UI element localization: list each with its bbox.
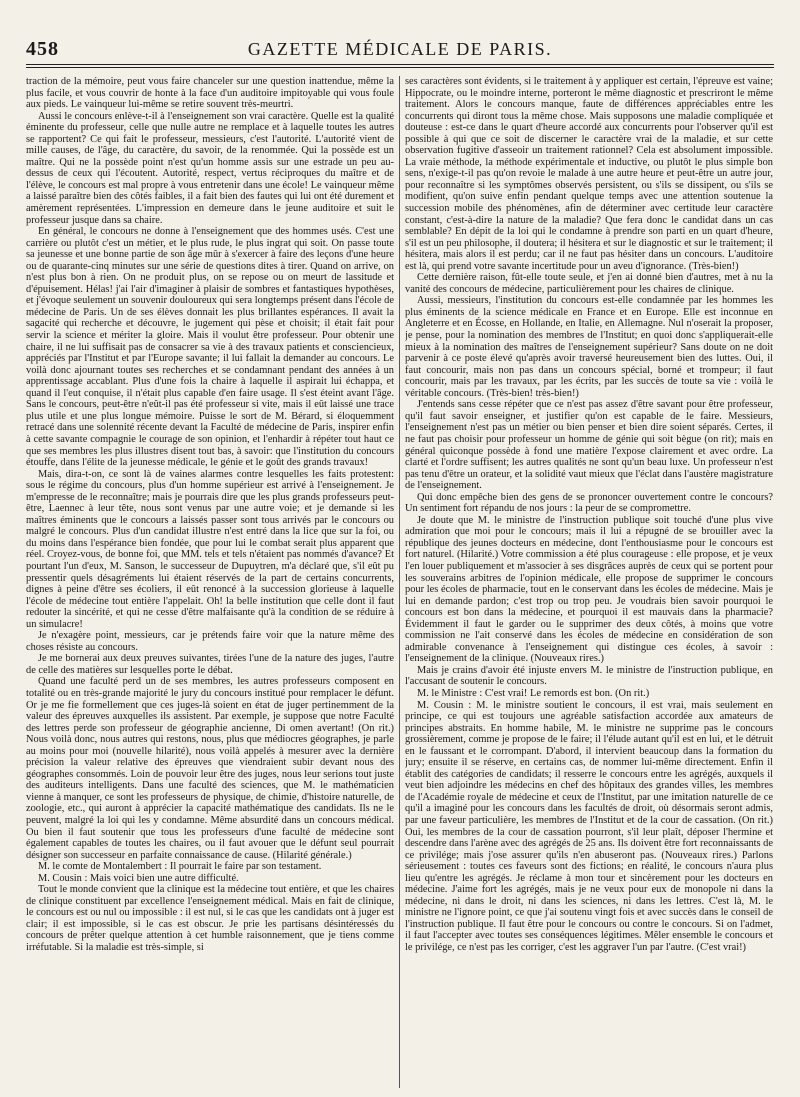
paragraph: M. Cousin : M. le ministre soutient le concours, il est vrai, mais seulement en principe, ce qui est toujours une agréable satisfaction accordée aux amateurs de principes abstraits. En homme habile, M. le ministre ne supprime pas le concours grossièrement, comme je propose de le faire; il l'élude autant qu'il est en lui, et le détruit en le faussant et le corrompant. D'abord, il intervient beaucoup dans la formation du jury; ensuite il se réserve, en certains cas, de nommer lui-même directement. Enfin il établit des catégories de candidats; il resserre le concours entre les agrégés, auxquels il veut bien adjoindre les médecins en chef des hôpitaux des grandes villes, les membres de l'Académie royale de médecine et ceux de l'Institut, par une imitation naturelle de ce qu'il a imaginé pour les concours dans les facultés de droit, où désormais seront admis, par une faveur particulière, les membres de l'Institut et de la cour de cassation. (On rit.) Oui, les membres de la cour de cassation pourront, s'il leur plaît, déposer l'hermine et descendre dans l'arène avec des agrégés de 25 ans. Ils doivent être fort reconnaissants de ce privilége; mais j'ose assurer qu'ils n'en abuseront pas. (Nouveaux rires.) Parlons sérieusement : toutes ces faveurs sont des fictions; en réalité, le concours n'aura plus lieu qu'entre les agrégés. Je réclame à mon tour et sincèrement pour les docteurs en médecine. J'aime fort les agrégés, mais je ne veux pour eux de monopole ni dans la médecine, ni dans le droit, ni dans les sciences, ni dans les lettres. C'est là, M. le ministre ne l'ignore point, ce que j'ai soutenu vingt fois et avec succès dans le conseil de l'instruction publique. Il faut être pour le concours ou contre le concours. Si on l'admet, il faut l'accepter avec toutes ses conséquences légitimes. Mêler ensemble le concours et le privilége, ce n'est pas les corriger, c'est les aggraver l'un par l'autre. (C'est vrai!) xyxy=(405,699,773,954)
paragraph: M. le comte de Montalembert : Il pourrait le faire par son testament. xyxy=(38,861,322,873)
paragraph: Qui donc empêche bien des gens de se prononcer ouvertement contre le concours? Un sentiment fort répandu de nos jours : la peur de se compromettre. xyxy=(405,491,773,515)
paragraph: Quand une faculté perd un de ses membres, les autres professeurs composent en totalité ou en très-grande majorité le jury du concours institué pour remplacer le défunt. Or je me fie formellement que ces juges-là soient en état de juger pertinemment de la valeur des épreuves auxquelles ils assistent. Par exemple, je suppose que notre Faculté des lettres perde son professeur de géographie ancienne, Di omen avertant! (On rit.) Nous voilà donc, nous autres qui restons, nous, plus que médiocres géographes, je parle au moins pour moi (nouvelle hilarité), nous voilà appelés à mesurer avec la dernière précision la valeur relative des épreuves que viendraient subir devant nous des géographes consommés. Loin de pouvoir leur être des juges, nous leur serions tout juste des auditeurs intelligents. Dans une faculté des sciences, que M. le mathématicien vienne à manquer, ce sont les professeurs de physique, de chimie, d'histoire naturelle, de zoologie, etc., qui auront à apprécier la capacité mathématique des candidats. Ils ne le peuvent, malgré la loi qui les y condamne. Même absurdité dans un concours médical. Ou bien il faut soutenir que tous les professeurs d'une faculté de médecine sont également capables de toutes les chaires, ou il faut avouer que le défunt seul pourrait désigner son successeur en parfaite connaissance de cause. (Hilarité générale.) xyxy=(26,676,394,861)
right-column xyxy=(405,76,773,1094)
paragraph: En général, le concours ne donne à l'enseignement que des hommes usés. C'est une carrière ou plutôt c'est un métier, et le plus rude, le plus ingrat qui soit. On passe toute sa jeunesse et une bonne partie de son âge mûr à s'exercer à faire des leçons d'une heure ou de quarante-cinq minutes sur une série de questions dites à tirer. Quand on arrive, on n'est plus bon à rien. On ne produit plus, on se repose ou on meurt de lassitude et d'épuisement. Hélas! j'ai l'air d'imaginer à plaisir de sombres et fantastiques hypothèses, et j'évoque seulement un souvenir douloureux qui sera longtemps présent dans l'école de médecine de Paris. Un de ses élèves donnait les plus brillantes espérances. Il avait la sagacité qui recherche et découvre, le jugement qui pèse et choisit; il était fait pour servir la science et mériter la gloire. Mais il voulut être professeur. Pour obtenir une chaire, il ne lui suffisait pas de consacrer sa vie à des travaux patients et consciencieux, appréciés par l'Institut et par l'Europe savante; il lui fallait la demander au concours. Le voilà donc ajournant toutes ses recherches et se condamnant pendant des années à un apprentissage accablant. Plus d'une fois la chaire à laquelle il aspirait lui échappa, et quand il l'eut conquise, il n'était plus capable d'en faire usage. Il s'est éteint avant l'âge. Sans le concours, peut-être n'eût-il pas été professeur si vite, mais il eût laissé une trace plus utile et une plus longue mémoire. Puisse le sort de M. Bérard, si éloquemment retracé dans une solennité récente devant la Faculté de médecine de Paris, inspirer enfin à cette savante compagnie le courage de son opinion, et l'enhardir à répéter tout haut ce que ses membres les plus illustres disent tout bas, à savoir: que l'institution du concours étouffe, dans l'élite de la jeunesse médicale, le génie et le goût des grands travaux! xyxy=(26,226,394,469)
paragraph: Je doute que M. le ministre de l'instruction publique soit touché d'une plus vive admiration que moi pour le concours; mais il lui a répugné de se brouiller avec la république des jeunes docteurs en médecine, dont l'enthousiasme pour le concours est fort naturel. (Hilarité.) Votre commission a été plus courageuse : elle propose, et je veux l'en louer publiquement et m'associer à ses disgrâces auprès de ceux qui se portent pour les souverains arbitres de l'opinion médicale, elle propose de supprimer le concours pour les écoles de pharmacie, tout en le conservant dans les écoles de médecine. Mais je lui en demande pardon; c'est trop ou trop peu. Je voudrais bien savoir pourquoi le concours est bon dans la médecine, et pourquoi il est mauvais dans la pharmacie? Évidemment il faut le garder ou le supprimer des deux côtés, à moins que votre commission ne l'ait conservé dans les écoles de médecine en considération de son admirable convenance à l'enseignement qui distingue ces écoles, à savoir : l'enseignement de la clinique. (Nouveaux rires.) xyxy=(405,514,773,665)
journal-title: GAZETTE MÉDICALE DE PARIS. xyxy=(247,39,553,59)
paragraph: Cette dernière raison, fût-elle toute seule, et j'en ai donné bien d'autres, met à nu la vanité des concours de médecine, particulièrement pour les chaires de clinique. xyxy=(405,272,773,295)
paragraph: Mais, dira-t-on, ce sont là de vaines alarmes contre lesquelles les faits protestent: sous le régime du concours, plus d'un homme supérieur est arrivé à l'enseignement. Je m'empresse de le reconnaître; mais je pourrais dire que les plus grands professeurs peut-être, Laennec à leur tête, nous sont venus par une autre voie; et je demande si les maîtres éminents que le concours a laissés passer sont tous arrivés par le concours ou malgré le concours. Plus d'un candidat illustre n'est entré dans la lice que sur la foi, ou du moins dans l'espérance bien fondée, que pour lui le combat serait plus apparent que réel. Croyez-vous, de bonne foi, que MM. tels et tels n'étaient pas nommés d'avance? Et pourtant l'un d'eux, M. Sanson, le successeur de Dupuytren, m'a déclaré que, s'il eût pu pressentir quels désagréments lui étaient réservés de la part de certains concurrents, dignes à peine d'être ses écoliers, il eût renoncé à la succession glorieuse à laquelle l'école de médecine tout entière l'appelait. Oh! la belle institution que celle dont il faut redouter la sincérité, et qui ne cesse d'être malfaisante qu'à la condition de se réduire à un simulacre! xyxy=(26,468,394,630)
header-rule-2 xyxy=(26,67,774,68)
paragraph: J'entends sans cesse répéter que ce n'est pas assez d'être savant pour être professeur, qu'il faut savoir enseigner, et justifier qu'on est capable de le faire. Messieurs, l'enseignement n'est pas un métier ou bien penser et bien dire soient séparés. Certes, il ne faut pas choisir pour professeur un homme de génie qui soit bègue (on rit); mais en général quiconque possède à fond une matière l'expose clairement et avec ordre. La clarté et l'ordre suffisent; les autres qualités ne sont qu'un beau luxe. Un professeur n'est pas tenu d'être un orateur, et la solidité vaut mieux que l'éclat dans l'austère magistrature de l'enseignement. xyxy=(405,399,773,492)
paragraph: Tout le monde convient que la clinique est la médecine tout entière, et que les chaires de clinique constituent par excellence l'enseignement médical. Mais en fait de clinique, le concours est ou nul ou impossible : il est nul, si le cas que les candidats ont à juger est clair; il est impossible, si le cas est obscur. Je prie les partisans désintéressés du concours de prêter quelque attention à cet humble raisonnement, que je tiens comme irréfutable. Si la maladie est très-simple, si xyxy=(26,884,394,954)
paragraph: Mais je crains d'avoir été injuste envers M. le ministre de l'instruction publique, en l'accusant de soutenir le concours. xyxy=(405,664,773,688)
paragraph: M. Cousin : Mais voici bien une autre difficulté. xyxy=(38,872,239,884)
paragraph: Aussi, messieurs, l'institution du concours est-elle condamnée par les hommes les plus éminents de la science médicale en France et en Europe. Elle est inconnue en Angleterre et en Écosse, en Hollande, en Italie, en Allemagne. Nul n'oserait la proposer, je pense, pour la nomination des membres de l'Institut; en quoi donc s'appliquerait-elle mieux à la nomination des maîtres de l'enseignement supérieur? Sans doute on ne doit parvenir à ce poste élevé qu'après avoir traversé heureusement bien des luttes. Oui, il faut concourir, mais non pas dans un concours spécial, borné et trompeur; il faut concourir, mais par les travaux, par les écrits, par les succès de toute sa vie : voilà le véritable concours. (Très-bien! très-bien!) xyxy=(405,295,773,399)
column-separator xyxy=(399,76,400,1088)
page-header xyxy=(26,38,774,62)
paragraph: Je me bornerai aux deux preuves suivantes, tirées l'une de la nature des juges, l'autre de celle des matières sur lesquelles porte le débat. xyxy=(26,653,394,676)
paragraph: Je n'exagère point, messieurs, car je prétends faire voir que la nature même des choses résiste au concours. xyxy=(26,630,394,653)
page-number: 458 xyxy=(26,38,59,60)
left-column xyxy=(26,76,394,1094)
paragraph: Aussi le concours enlève-t-il à l'enseignement son vrai caractère. Quelle est la qualité éminente du professeur, celle que nulle autre ne remplace et à laquelle toutes les autres se rapportent? Ce qui fait le professeur, messieurs, c'est l'autorité. L'autorité vient de mille causes, de l'âge, du caractère, du savoir, de la renommée. Qui la possède est un maître. Qui ne la possède point n'est qu'un homme assis sur une estrade un peu au-dessus de ceux qui l'écoutent. Autorité, respect, vertus réciproques du maître et de l'élève, le concours est mal propre à vous entretenir dans une école! Le vainqueur même a laissé paraître bien des côtés faibles, il a fait bien des fautes qui lui ont été durement et amèrement représentées. L'impression en demeure dans le jeune auditoire et suit le professeur jusque dans sa chaire. xyxy=(26,110,394,226)
paragraph: ses caractères sont évidents, si le traitement à y appliquer est certain, l'épreuve est vaine; Hippocrate, ou le moindre interne, porteront le même diagnostic et prescriront le même traitement. Alors le concours manque, faute de différences appréciables entre les concurrents qui diront tous la même chose. Mais supposons une maladie compliquée et douteuse : est-ce dans le quart d'heure accordé aux concurrents pour l'observer qu'il est possible à qui que ce soit de discerner le caractère vrai de la maladie, et sur cette observation fugitive d'asseoir un traitement rationnel? Cela est absolument impossible. La vraie méthode, la méthode expérimentale et inductive, ou plutôt le plus simple bon sens, n'exige-t-il pas qu'on revoie le malade à une autre heure et peut-être un autre jour, pour reconnaître si les symptômes observés persistent, ou s'ils se dissipent, ou s'ils se modifient, qu'on suive enfin pendant quelque temps avec une attention soutenue la succession mobile des phénomènes, afin de déterminer avec certitude leur caractère constant, c'est-à-dire la nature de la maladie? Que fera donc le candidat dans un cas semblable? En dépit de la loi qui le condamne à prendre son parti en un quart d'heure, s'il est un peu philosophe, il doutera; il hésitera et sur le diagnostic et sur le traitement; il hésitera, mais alors il est perdu; car il ne faut pas hésiter dans un concours. L'auditoire est là, qui prend votre savante incertitude pour un aveu d'ignorance. (Très-bien!) xyxy=(405,76,773,272)
paragraph: M. le Ministre : C'est vrai! Le remords est bon. (On rit.) xyxy=(417,687,650,699)
paragraph: traction de la mémoire, peut vous faire chanceler sur une question inattendue, même la plus facile, et vous couvrir de honte à la face d'un auditoire impitoyable qui vous foule aux pieds. Le vainqueur lui-même se retire souvent très-meurtri. xyxy=(26,76,394,111)
header-rule xyxy=(26,64,774,65)
